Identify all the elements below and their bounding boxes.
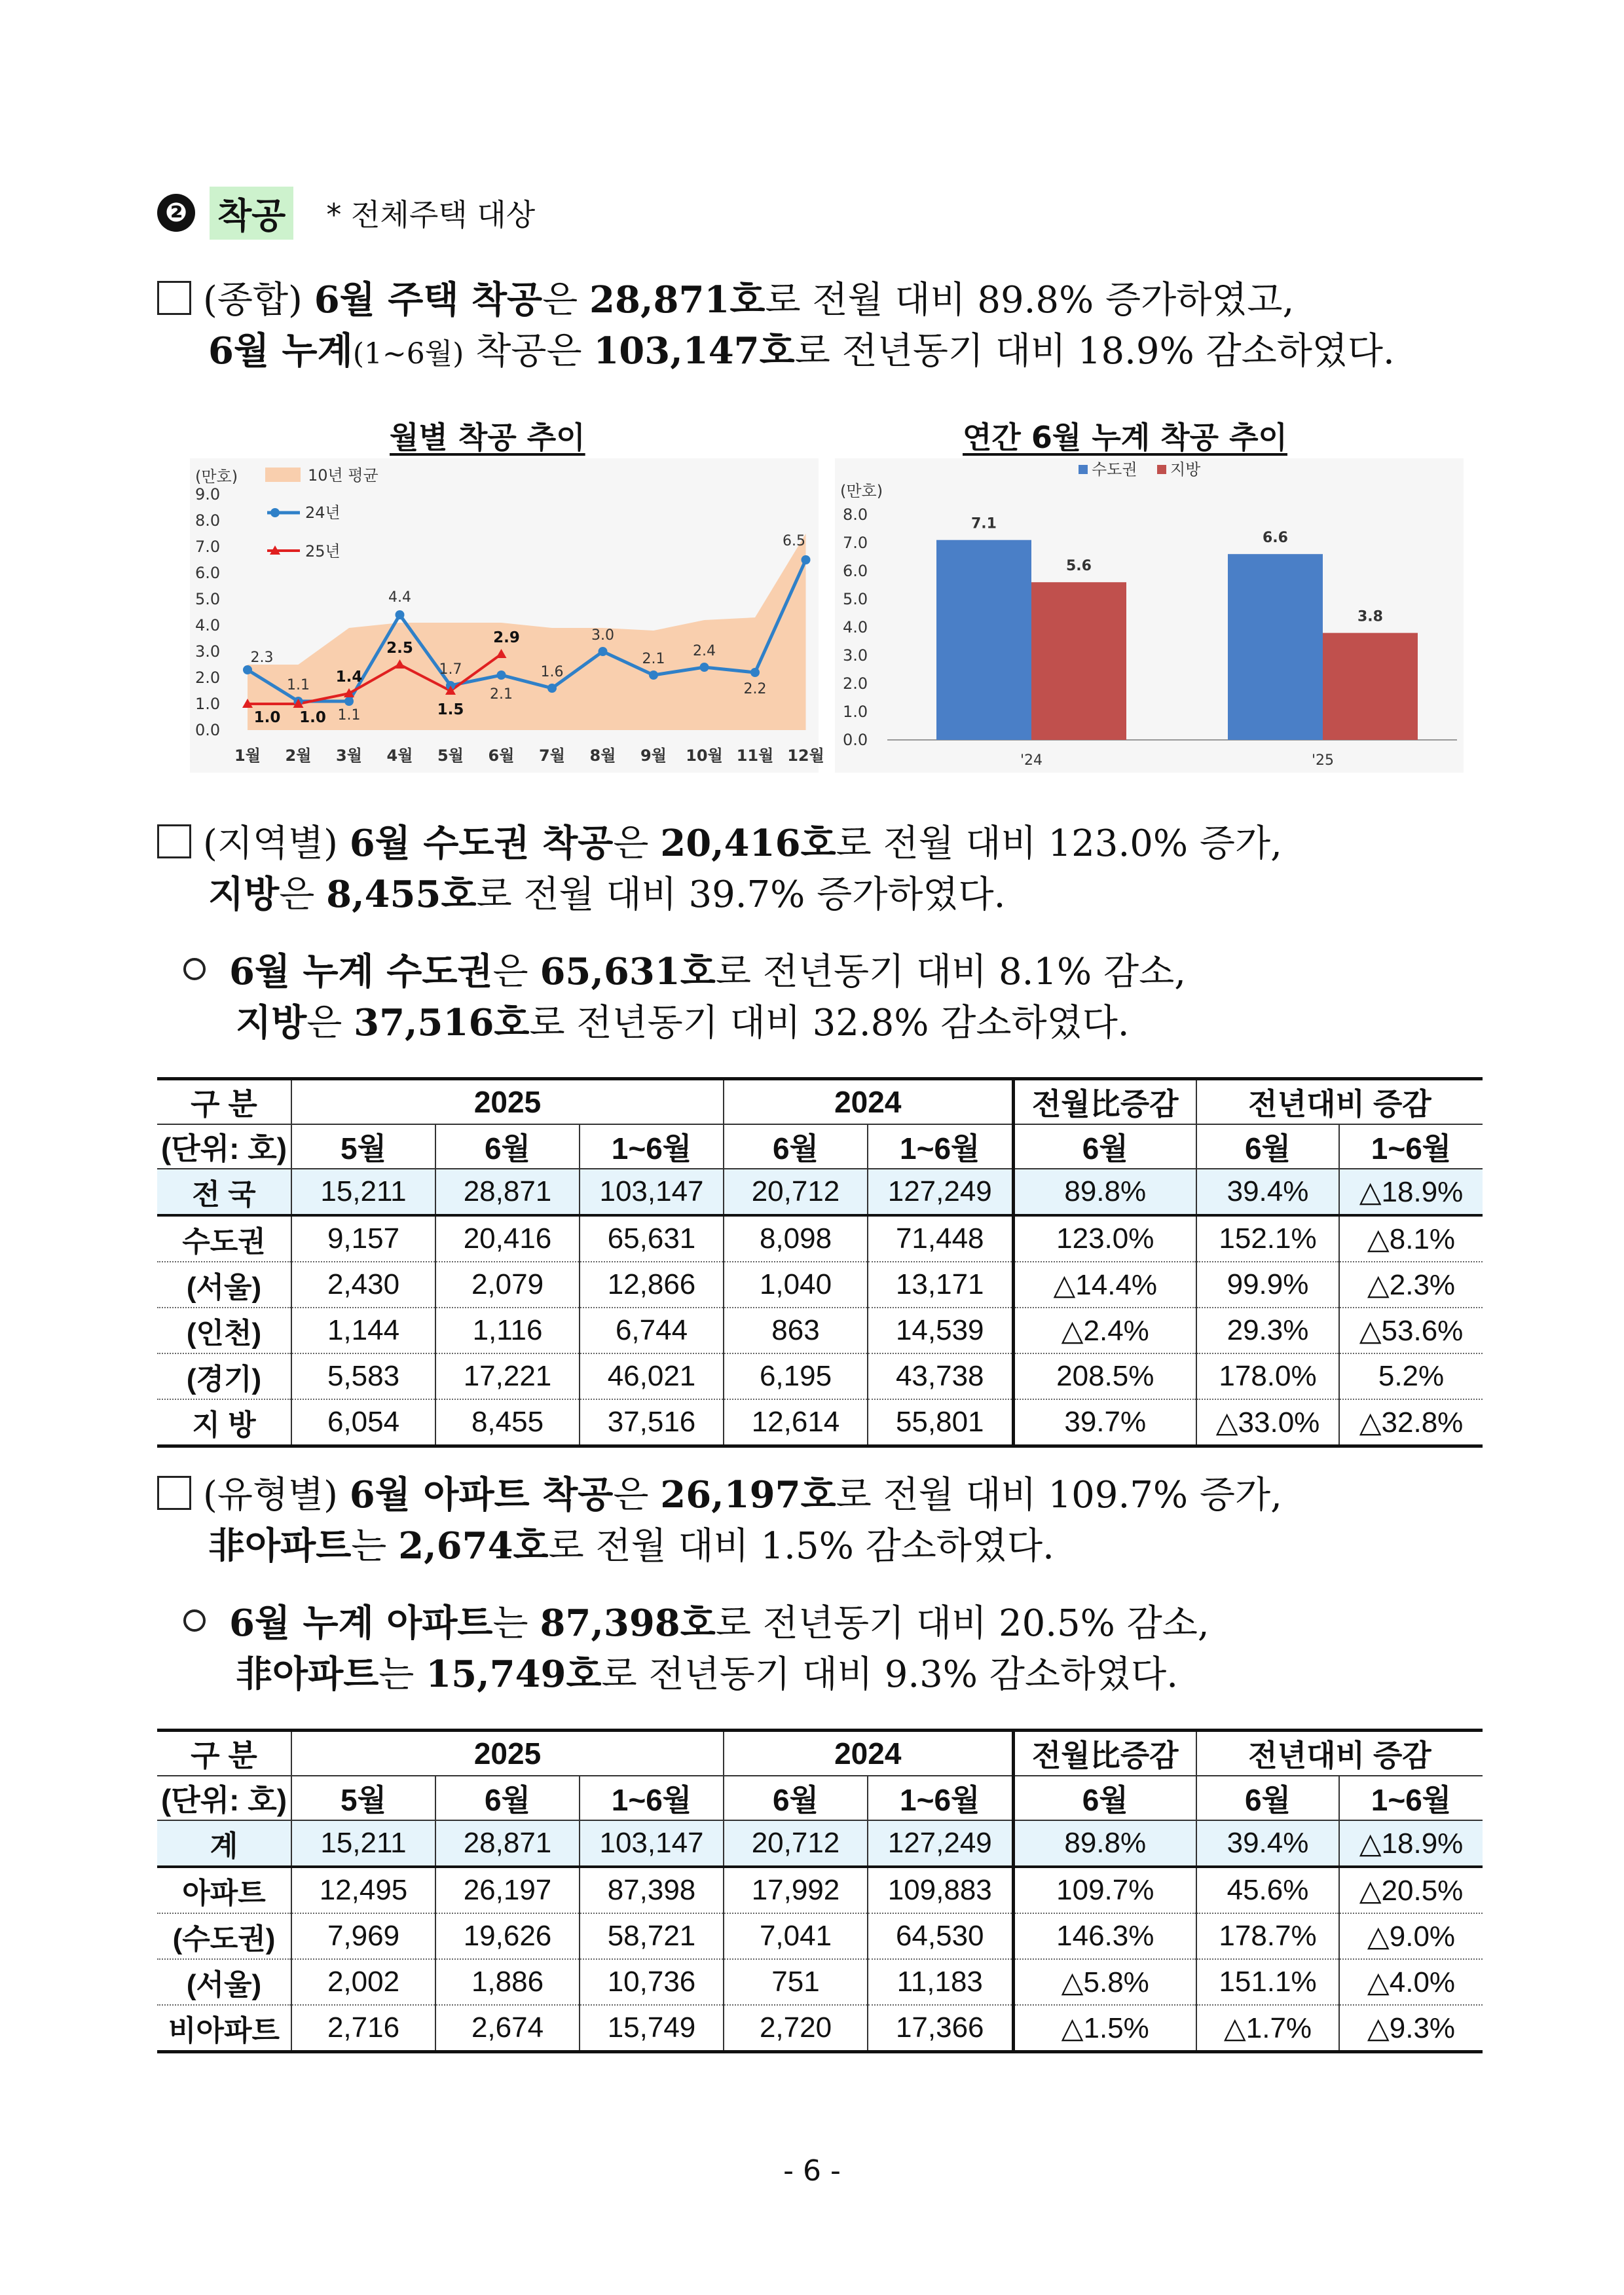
table-row [157,1913,1483,1959]
table-cell: 10,736 [580,1959,724,2005]
legend-25-label: 25년 [305,542,341,560]
series-24-data-label: 2.1 [642,651,665,667]
table-cell: △18.9% [1339,1169,1483,1215]
bar-data-label: 5.6 [1066,558,1092,575]
table-row [157,1262,1483,1308]
table-cell: △53.6% [1339,1308,1483,1353]
y-tick-label: 1.0 [843,703,868,721]
y-tick-label: 8.0 [843,505,868,524]
table-cell: 8,455 [435,1399,580,1446]
table-cell: 2,002 [291,1959,435,2005]
x-tick-label: 1월 [234,746,261,765]
checkbox-bullet-icon [157,281,191,315]
table-cell: 12,495 [291,1867,435,1913]
series-24-data-label: 4.4 [388,589,411,606]
table-cell: 28,871 [435,1169,580,1215]
header-mom-change: 전월比증감 [1013,1731,1196,1776]
table-cell: 15,211 [291,1169,435,1215]
table-cell: 29.3% [1196,1308,1339,1353]
y-tick-label: 9.0 [195,485,221,504]
checkbox-bullet-icon [157,824,191,858]
header-category: 구 분 [157,1079,291,1125]
x-tick-label: 4월 [386,746,413,765]
table-cell: △20.5% [1339,1867,1483,1913]
header-2024: 2024 [724,1079,1013,1125]
region-table [157,1077,1483,1448]
legend-local-swatch [1157,465,1166,474]
table-cell: △9.0% [1339,1913,1483,1959]
row-label: 계 [157,1820,291,1867]
table-cell: 178.0% [1196,1353,1339,1399]
table-row [157,1353,1483,1399]
table-cell: 15,749 [580,2005,724,2052]
series-24-point [547,684,557,693]
y-tick-label: 6.0 [843,562,868,580]
x-tick-label: 2월 [285,746,312,765]
x-tick-label: 9월 [640,746,667,765]
table-cell: 6,195 [724,1353,868,1399]
table-cell: △9.3% [1339,2005,1483,2052]
bar-data-label: 6.6 [1263,530,1288,547]
table-cell: 99.9% [1196,1262,1339,1308]
table-cell: 7,969 [291,1913,435,1959]
header-category: 구 분 [157,1731,291,1776]
header-yoy-change: 전년대비 증감 [1196,1079,1483,1125]
y-tick-label: 3.0 [195,642,221,661]
table-cell: 5.2% [1339,1353,1483,1399]
row-label: (서울) [157,1262,291,1308]
row-label: (서울) [157,1959,291,2005]
table-cell: 12,866 [580,1262,724,1308]
circle-bullet-icon [183,958,206,980]
table-cell: 43,738 [868,1353,1013,1399]
table-row [157,1959,1483,2005]
legend-area-swatch [265,468,301,482]
section-number: ❷ [157,194,195,232]
type-sub-line-2: 非아파트는 15,749호로 전년동기 대비 9.3% 감소하였다. [236,1653,1179,1696]
y-tick-label: 3.0 [843,646,868,665]
table-cell: 1,116 [435,1308,580,1353]
subheader-cell: 1~6월 [1339,1776,1483,1820]
series-24-point [802,555,811,564]
table-cell: 208.5% [1013,1353,1196,1399]
row-label: 지 방 [157,1399,291,1446]
table-cell: 2,430 [291,1262,435,1308]
series-24-data-label: 1.6 [540,664,564,680]
type-line-2: 非아파트는 2,674호로 전월 대비 1.5% 감소하였다. [208,1524,1054,1568]
series-25-data-label: 2.5 [386,640,413,657]
table-cell: 89.8% [1013,1820,1196,1867]
y-tick-label: 5.0 [195,590,221,608]
legend-local-label: 지방 [1170,460,1201,479]
table-cell: 2,079 [435,1262,580,1308]
section-heading [157,187,535,239]
table-cell: 151.1% [1196,1959,1339,2005]
type-sub-line-1: 6월 누계 아파트는 87,398호로 전년동기 대비 20.5% 감소, [183,1598,1209,1649]
subheader-cell: 6월 [1196,1124,1339,1169]
table-cell: 2,674 [435,2005,580,2052]
header-2025: 2025 [291,1079,724,1125]
y-tick-label: 0.0 [843,731,868,749]
legend-24-label: 24년 [305,504,341,522]
table-cell: 7,041 [724,1913,868,1959]
table-cell: 127,249 [868,1169,1013,1215]
x-tick-label: 6월 [488,746,515,765]
legend-area-label: 10년 평균 [308,466,378,485]
series-24-data-label: 2.1 [490,686,513,703]
region-sub-line-1: 6월 누계 수도권은 65,631호로 전년동기 대비 8.1% 감소, [183,947,1186,997]
x-tick-label: 10월 [686,746,723,765]
chart2-unit: (만호) [840,482,883,500]
table-cell: 5,583 [291,1353,435,1399]
series-24-point [599,647,608,656]
row-label: (인천) [157,1308,291,1353]
table-cell: 39.7% [1013,1399,1196,1446]
y-tick-label: 6.0 [195,564,221,582]
legend-capital-swatch [1079,465,1088,474]
table-cell: 17,221 [435,1353,580,1399]
table-cell: 46,021 [580,1353,724,1399]
header-2025: 2025 [291,1731,724,1776]
table-cell: 751 [724,1959,868,2005]
legend-capital-label: 수도권 [1092,460,1137,479]
table-cell: 39.4% [1196,1820,1339,1867]
bar-local [1323,633,1418,740]
row-label: (수도권) [157,1913,291,1959]
chart2-title: 연간 6월 누계 착공 추이 [963,420,1287,455]
table-cell: △1.5% [1013,2005,1196,2052]
region-line-1: (지역별) 6월 수도권 착공은 20,416호로 전월 대비 123.0% 증가, [157,818,1282,869]
table-row [157,1820,1483,1867]
table-cell: 71,448 [868,1215,1013,1262]
subheader-cell: 5월 [291,1124,435,1169]
table-cell: 12,614 [724,1399,868,1446]
table-cell: 13,171 [868,1262,1013,1308]
table-row [157,1308,1483,1353]
table-cell: 17,992 [724,1867,868,1913]
series-24-data-label: 6.5 [783,533,805,549]
subheader-cell: 6월 [1013,1776,1196,1820]
series-24-data-label: 1.1 [287,677,310,693]
region-sub-line-2: 지방은 37,516호로 전년동기 대비 32.8% 감소하였다. [236,1001,1130,1044]
table-cell: 20,712 [724,1169,868,1215]
table-row [157,1169,1483,1215]
table-cell: 109,883 [868,1867,1013,1913]
table-row [157,1399,1483,1446]
table-cell: 2,720 [724,2005,868,2052]
table-cell: △2.3% [1339,1262,1483,1308]
series-24-data-label: 2.2 [743,681,767,697]
series-24-point [344,697,354,706]
table-cell: 15,211 [291,1820,435,1867]
section-note: * 전체주택 대상 [326,197,536,232]
y-tick-label: 5.0 [843,590,868,608]
bar-local [1031,582,1126,740]
bar-data-label: 7.1 [971,515,997,532]
chart1-unit: (만호) [195,468,238,486]
bar-capital [936,540,1031,740]
subheader-cell: 6월 [724,1776,868,1820]
table-cell: 45.6% [1196,1867,1339,1913]
table-cell: 20,416 [435,1215,580,1262]
series-25-data-label: 1.0 [299,709,326,726]
subheader-cell: 1~6월 [868,1776,1013,1820]
legend-24-marker [270,508,280,517]
y-tick-label: 2.0 [843,674,868,693]
series-24-point [396,610,405,619]
table-cell: 87,398 [580,1867,724,1913]
table-cell: 58,721 [580,1913,724,1959]
x-tick-label: '25 [1311,752,1335,769]
table-cell: 55,801 [868,1399,1013,1446]
table-cell: 64,530 [868,1913,1013,1959]
y-tick-label: 1.0 [195,695,221,713]
x-tick-label: 3월 [336,746,362,765]
y-tick-label: 7.0 [195,538,221,556]
header-unit: (단위: 호) [157,1124,291,1169]
table-cell: 37,516 [580,1399,724,1446]
subheader-cell: 1~6월 [580,1776,724,1820]
type-line-1: (유형별) 6월 아파트 착공은 26,197호로 전월 대비 109.7% 증가, [157,1470,1282,1520]
series-25-data-label: 1.0 [253,709,281,726]
series-25-data-label: 2.9 [493,629,520,646]
row-label: (경기) [157,1353,291,1399]
header-unit: (단위: 호) [157,1776,291,1820]
subheader-cell: 1~6월 [868,1124,1013,1169]
type-table [157,1729,1483,2053]
subheader-cell: 6월 [1013,1124,1196,1169]
series-24-point [700,663,709,672]
table-cell: 863 [724,1308,868,1353]
series-24-point [243,665,252,674]
y-tick-label: 4.0 [195,616,221,634]
x-tick-label: 11월 [736,746,774,765]
table-cell: 6,054 [291,1399,435,1446]
series-24-point [750,668,760,677]
header-yoy-change: 전년대비 증감 [1196,1731,1483,1776]
x-tick-label: 7월 [539,746,565,765]
x-tick-label: '24 [1020,752,1043,769]
table-cell: 1,886 [435,1959,580,2005]
series-24-data-label: 2.3 [250,650,274,666]
table-cell: 1,040 [724,1262,868,1308]
section-title: 착공 [210,187,293,240]
table-cell: △32.8% [1339,1399,1483,1446]
y-tick-label: 2.0 [195,669,221,687]
table-row [157,2005,1483,2052]
subheader-cell: 6월 [724,1124,868,1169]
table-cell: 1,144 [291,1308,435,1353]
table-cell: 127,249 [868,1820,1013,1867]
table-cell: 8,098 [724,1215,868,1262]
checkbox-bullet-icon [157,1476,191,1510]
table-cell: 178.7% [1196,1913,1339,1959]
table-cell: 123.0% [1013,1215,1196,1262]
summary-line-2: 6월 누계(1~6월) 착공은 103,147호로 전년동기 대비 18.9% 감소하였다. [208,329,1395,373]
x-tick-label: 8월 [589,746,616,765]
subheader-cell: 6월 [435,1124,580,1169]
bar-capital [1228,554,1323,740]
chart1-title: 월별 착공 추이 [390,420,585,455]
table-cell: 103,147 [580,1169,724,1215]
circle-bullet-icon [183,1609,206,1632]
series-24-data-label: 3.0 [591,627,614,644]
page-number: - 6 - [783,2154,841,2188]
y-tick-label: 7.0 [843,534,868,552]
table-cell: △5.8% [1013,1959,1196,2005]
subheader-cell: 6월 [435,1776,580,1820]
subheader-cell: 1~6월 [580,1124,724,1169]
monthly-chart [190,458,824,773]
series-25-data-label: 1.4 [335,669,363,686]
subheader-cell: 1~6월 [1339,1124,1483,1169]
summary-line-1: (종합) 6월 주택 착공은 28,871호로 전월 대비 89.8% 증가하였고, [157,275,1294,325]
series-24-point [497,670,506,680]
table-cell: 28,871 [435,1820,580,1867]
x-tick-label: 5월 [437,746,464,765]
table-cell: 14,539 [868,1308,1013,1353]
series-24-data-label: 1.1 [337,707,361,724]
subheader-cell: 6월 [1196,1776,1339,1820]
table-cell: △33.0% [1196,1399,1339,1446]
table-cell: 39.4% [1196,1169,1339,1215]
table-cell: 11,183 [868,1959,1013,2005]
table-row [157,1215,1483,1262]
table-cell: 146.3% [1013,1913,1196,1959]
table-cell: 17,366 [868,2005,1013,2052]
row-label: 수도권 [157,1215,291,1262]
table-row [157,1867,1483,1913]
series-25-data-label: 1.5 [437,701,464,718]
table-cell: △14.4% [1013,1262,1196,1308]
table-cell: 152.1% [1196,1215,1339,1262]
table-cell: 19,626 [435,1913,580,1959]
table-cell: 103,147 [580,1820,724,1867]
table-cell: △8.1% [1339,1215,1483,1262]
table-cell: △4.0% [1339,1959,1483,2005]
row-label: 아파트 [157,1867,291,1913]
y-tick-label: 4.0 [843,618,868,636]
header-mom-change: 전월比증감 [1013,1079,1196,1125]
cumulative-chart [835,458,1464,773]
table-cell: △1.7% [1196,2005,1339,2052]
table-cell: 6,744 [580,1308,724,1353]
table-cell: 20,712 [724,1820,868,1867]
series-24-point [649,670,658,680]
series-24-data-label: 2.4 [693,643,716,659]
y-tick-label: 0.0 [195,721,221,739]
table-cell: 89.8% [1013,1169,1196,1215]
bar-data-label: 3.8 [1357,608,1383,625]
subheader-cell: 5월 [291,1776,435,1820]
region-line-2: 지방은 8,455호로 전월 대비 39.7% 증가하였다. [208,873,1006,916]
x-tick-label: 12월 [787,746,824,765]
table-cell: 109.7% [1013,1867,1196,1913]
series-24-data-label: 1.7 [439,661,462,678]
table-cell: △2.4% [1013,1308,1196,1353]
table-cell: 2,716 [291,2005,435,2052]
y-tick-label: 8.0 [195,511,221,530]
header-2024: 2024 [724,1731,1013,1776]
table-cell: 26,197 [435,1867,580,1913]
table-cell: △18.9% [1339,1820,1483,1867]
table-cell: 65,631 [580,1215,724,1262]
row-label: 전 국 [157,1169,291,1215]
row-label: 비아파트 [157,2005,291,2052]
table-cell: 9,157 [291,1215,435,1262]
